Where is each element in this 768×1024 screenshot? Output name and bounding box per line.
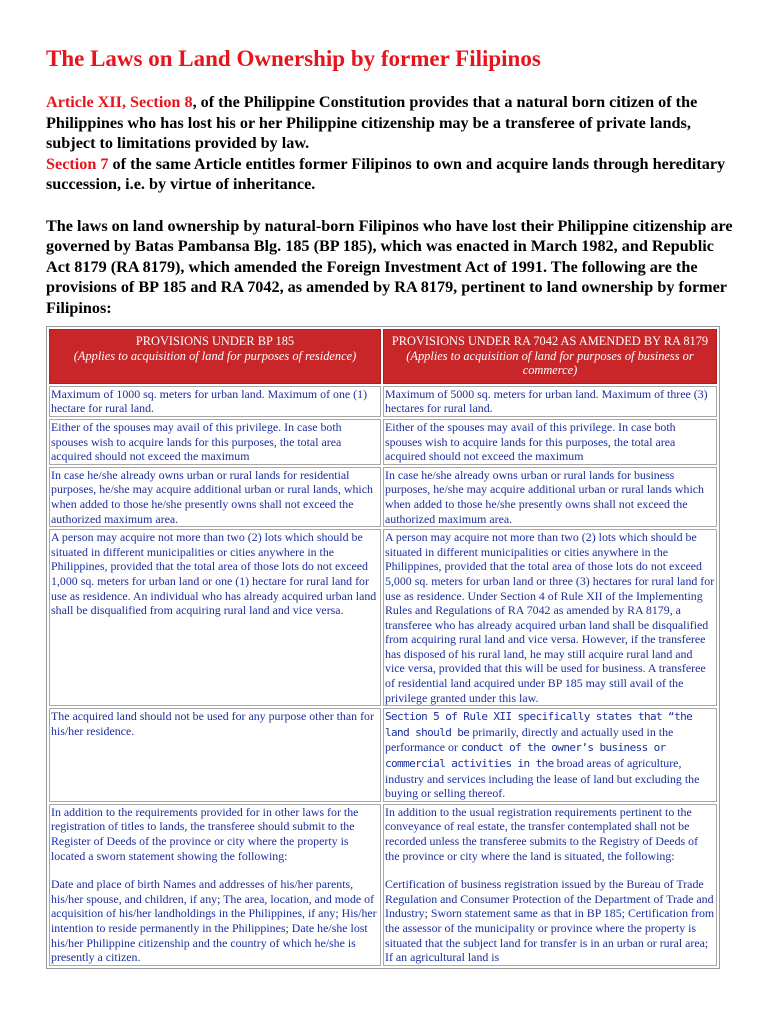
ra7042-cell: Section 5 of Rule XII specifically states that “the land should be primarily, directly and actually used in the performance or conduct of the owner’s business or commercial activities in the broad areas of agriculture, industry and services including the lease of land but excluding the buying or selling thereof. (383, 708, 717, 802)
page-title: The Laws on Land Ownership by former Filipinos (46, 46, 541, 71)
table-row (49, 419, 717, 465)
bp185-cell: Maximum of 1000 sq. meters for urban land. Maximum of one (1) hectare for rural land. (49, 386, 381, 417)
table-row (49, 708, 717, 802)
provisions-table (46, 326, 720, 969)
ra7042-cell: Either of the spouses may avail of this privilege. In case both spouses wish to acquire lands for this purposes, the total area acquired should not exceed the maximum (383, 419, 717, 465)
intro-paragraph-3: The laws on land ownership by natural-born Filipinos who have lost their Philippine citizenship are governed by Batas Pambansa Blg. 185 (BP 185), which was enacted in March 1982, and Republic Act 8179 (RA 8179), which amended the Foreign Investment Act of 1991. The following are the provisions of BP 185 and RA 7042, as amended by RA 8179, pertinent to land ownership by former Filipinos: (46, 216, 733, 317)
bp185-cell: A person may acquire not more than two (2) lots which should be situated in different municipalities or cities anywhere in the Philippines, provided that the total area of those lots do not exceed 1,000 sq. meters for urban land or one (1) hectare for rural land for use as residence. An individual who has already acquired urban land shall be disqualified from acquiring rural land and vice versa. (49, 529, 381, 706)
table-row (49, 529, 717, 706)
ra7042-cell: A person may acquire not more than two (2) lots which should be situated in different municipalities or cities anywhere in the Philippines, provided that the total area of those lots do not exceed 5,000 sq. meters for urban land or three (3) hectares for rural land for use as residence. Under Section 4 of Rule XII of the Implementing Rules and Regulations of RA 7042 as amended by RA 8179, a transferee who has already acquired urban land shall be disqualified from acquiring rural land and vice versa. However, if the transferee has disposed of his rural land, he may still acquire rural land and vice versa, provided that this will be used for business. A transferee of residential land acquired under BP 185 may still avail of the privilege granted under this law. (383, 529, 717, 706)
article-reference: Article XII, Section 8 (46, 93, 193, 111)
bp185-cell: In case he/she already owns urban or rural lands for residential purposes, he/she may acquire additional urban or rural lands, which when added to those he/she presently owns shall not exceed the authorized maximum area. (49, 467, 381, 527)
ra7042-cell: In case he/she already owns urban or rural lands for business purposes, he/she may acquire additional urban or rural lands which when added to those he/she presently owns shall not exceed the authorized maximum area. (383, 467, 717, 527)
table-row (49, 804, 717, 966)
bp185-cell: In addition to the requirements provided for in other laws for the registration of titles to lands, the transferee should submit to the Register of Deeds of the province or city where the property is located a sworn statement showing the following: Date and place of birth Names and addresses of his/her parents, his/her spouse, and children, if any; The area, location, and mode of acquisition of his/her landholdings in the Philippines, if any; His/her intention to reside permanently in the Philippines; Date he/she lost his/her Philippine citizenship and the country of which he/she is presently a citizen. (49, 804, 381, 966)
table-header-row (49, 329, 717, 384)
ra7042-cell: In addition to the usual registration requirements pertinent to the conveyance of real estate, the transfer contemplated shall not be recorded unless the transferee submits to the Registry of Deeds of the province or city where the land is situated, the following: Certification of business registration issued by the Bureau of Trade Regulation and Consumer Protection of the Department of Trade and Industry; Sworn statement same as that in BP 185; Certification from the assessor of the municipality or province where the property is situated that the subject land for transfer is in an urban or rural area; If an agricultural land is (383, 804, 717, 966)
ra7042-cell: Maximum of 5000 sq. meters for urban land. Maximum of three (3) hectares for rural land. (383, 386, 717, 417)
intro-section (46, 92, 736, 318)
header-bp185: PROVISIONS UNDER BP 185 (Applies to acquisition of land for purposes of residence) (49, 329, 381, 384)
section-reference: Section 7 (46, 154, 109, 173)
header-ra7042: PROVISIONS UNDER RA 7042 AS AMENDED BY RA 8179 (Applies to acquisition of land for purposes of business or commerce) (383, 329, 717, 384)
bp185-cell: The acquired land should not be used for any purpose other than for his/her residence. (49, 708, 381, 802)
intro-paragraph-1: Article XII, Section 8, of the Philippine Constitution provides that a natural born citizen of the Philippines who has lost his or her Philippine citizenship may be a transferee of private lands, subject to limitations provided by law. (46, 93, 698, 152)
bp185-cell: Either of the spouses may avail of this privilege. In case both spouses wish to acquire lands for this purposes, the total area acquired should not exceed the maximum (49, 419, 381, 465)
table-row (49, 467, 717, 527)
intro-paragraph-2: Section 7 of the same Article entitles former Filipinos to own and acquire lands through hereditary succession, i.e. by virtue of inheritance. (46, 154, 726, 193)
table-row (49, 386, 717, 417)
